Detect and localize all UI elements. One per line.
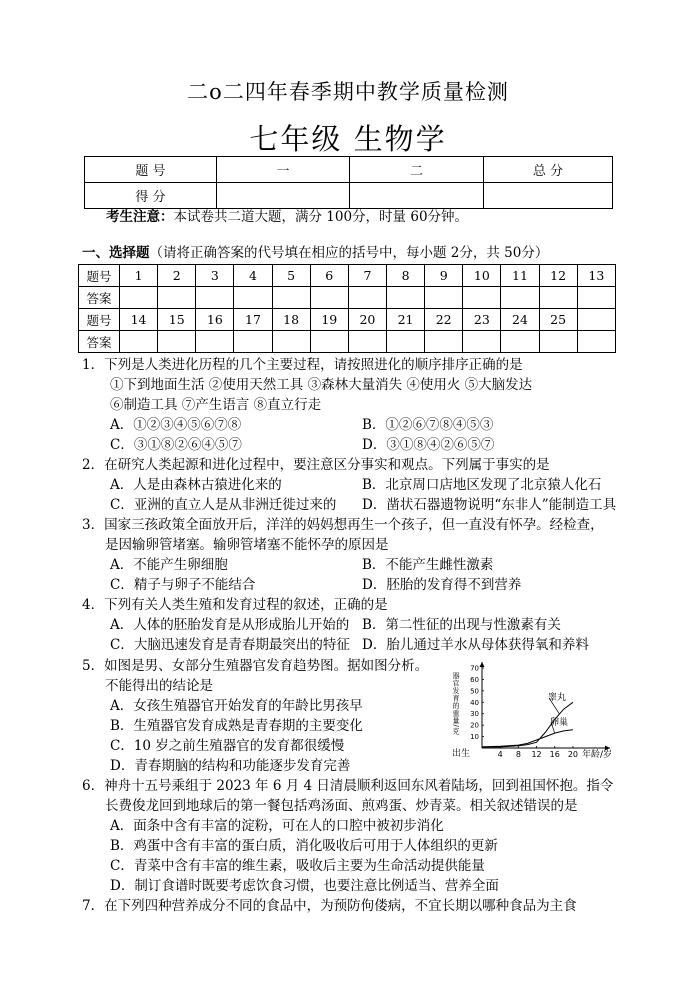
- score-row-label: 得 分: [85, 183, 217, 209]
- answer-input-cell[interactable]: [386, 331, 424, 353]
- chart-x-axis-label: 年龄/岁: [582, 750, 613, 760]
- x-tick-label: 4: [497, 750, 503, 759]
- answer-input-cell[interactable]: [348, 287, 386, 309]
- answer-input-cell[interactable]: [120, 331, 158, 353]
- x-tick-label: 12: [531, 750, 542, 759]
- answer-input-cell[interactable]: [158, 287, 196, 309]
- x-tick-label: 16: [549, 750, 560, 759]
- answer-input-cell[interactable]: [310, 287, 348, 309]
- question-number-cell: 13: [577, 265, 615, 287]
- q1-items-1: ①下到地面生活 ②使用天然工具 ③森林大量消失 ④使用火 ⑤大脑发达: [110, 377, 533, 393]
- y-axis-arrow: [480, 662, 485, 667]
- notice-label: 考生注意：: [106, 209, 174, 225]
- q1-option-a: A．①②③④⑤⑥⑦⑧: [110, 417, 242, 433]
- answer-input-cell[interactable]: [425, 331, 463, 353]
- answer-input-cell[interactable]: [501, 331, 539, 353]
- q1-option-d: D．③①⑧④②⑥⑤⑦: [362, 437, 495, 453]
- answer-input-cell[interactable]: [348, 331, 386, 353]
- y-tick-label: 20: [470, 721, 479, 730]
- q3-option-b: B．不能产生雌性激素: [362, 557, 494, 573]
- answer-input-cell[interactable]: [386, 287, 424, 309]
- question-number-cell: 4: [234, 265, 272, 287]
- answer-input-cell[interactable]: [158, 331, 196, 353]
- answer-input-cell[interactable]: [196, 331, 234, 353]
- question-number-cell: 5: [272, 265, 310, 287]
- score-header-cell: 二: [350, 157, 484, 183]
- score-header-cell: 题 号: [85, 157, 217, 183]
- question-number-cell: 3: [196, 265, 234, 287]
- question-number-cell: 20: [348, 309, 386, 331]
- q5-option-d: D．青春期脑的结构和功能逐步发育完善: [110, 758, 351, 774]
- question-number-cell: 15: [158, 309, 196, 331]
- x-tick-label: 8: [515, 750, 521, 759]
- answer-input-cell[interactable]: [234, 287, 272, 309]
- score-table: [84, 156, 613, 209]
- q4-stem: 4．下列有关人类生殖和发育过程的叙述，正确的是: [82, 597, 388, 613]
- series-label-ovary: 卵巢: [550, 718, 569, 728]
- q3-stem-2: 是因输卵管堵塞。输卵管堵塞不能怀孕的原因是: [105, 537, 389, 553]
- q4-option-c: C．大脑迅速发育是青春期最突出的特征: [110, 637, 350, 653]
- q3-option-d: D．胚胎的发育得不到营养: [362, 577, 522, 593]
- q6-option-d: D．制订食谱时既要考虑饮食习惯，也要注意比例适当、营养全面: [110, 878, 499, 894]
- question-number-cell: 10: [463, 265, 501, 287]
- q5-option-b: B．生殖器官发育成熟是青春期的主要变化: [110, 718, 363, 734]
- question-number-cell: 1: [120, 265, 158, 287]
- score-header-cell: 一: [217, 157, 350, 183]
- answer-table: [78, 264, 616, 353]
- y-tick-label: 30: [470, 710, 479, 719]
- series-label-testis: 睾丸: [548, 693, 567, 703]
- q2-option-d: D．凿状石器遗物说明“东非人”能制造工具: [362, 497, 617, 513]
- x-tick-label: 20: [567, 750, 579, 759]
- answer-input-cell[interactable]: [272, 287, 310, 309]
- answer-input-cell[interactable]: [272, 331, 310, 353]
- answer-input-cell[interactable]: [539, 287, 577, 309]
- q6-stem-2: 长费俊龙回到地球后的第一餐包括鸡汤面、煎鸡蛋、炒青菜。相关叙述错误的是: [105, 798, 578, 814]
- chart-y-axis-label: 器官发育的重量/克: [452, 672, 460, 735]
- q1-stem: 1．下列是人类进化历程的几个主要过程，请按照进化的顺序排序正确的是: [82, 357, 523, 373]
- section-title: 一、选择题: [82, 245, 150, 261]
- q5-option-c: C．10 岁之前生殖器官的发育都很缓慢: [110, 738, 345, 754]
- score-header-cell: 总 分: [484, 157, 613, 183]
- question-number-cell: 12: [539, 265, 577, 287]
- y-tick-label: 10: [470, 733, 479, 742]
- subject-title: 七年级 生物学: [249, 122, 447, 156]
- q3-stem-1: 3．国家三孩政策全面放开后，洋洋的妈妈想再生一个孩子，但一直没有怀孕。经检查，: [82, 517, 604, 533]
- answer-row-label: 题号: [79, 265, 120, 287]
- question-number-cell: 18: [272, 309, 310, 331]
- y-tick-label: 50: [470, 687, 479, 696]
- candidate-notice: [106, 207, 468, 227]
- q1-option-c: C．③①⑧②⑥④⑤⑦: [110, 437, 242, 453]
- question-number-cell: 14: [120, 309, 158, 331]
- question-number-cell: 6: [310, 265, 348, 287]
- question-number-cell: 22: [425, 309, 463, 331]
- q6-option-b: B．鸡蛋中含有丰富的蛋白质，消化吸收后可用于人体组织的更新: [110, 838, 498, 854]
- section-instruction: （请将正确答案的代号填在相应的括号中，每小题 2分，共 50分）: [149, 245, 549, 261]
- question-number-cell: 11: [501, 265, 539, 287]
- question-number-cell: 25: [539, 309, 577, 331]
- question-number-cell: [577, 309, 615, 331]
- y-tick-label: 60: [470, 675, 479, 684]
- q2-option-a: A．人是由森林古猿进化来的: [110, 477, 282, 493]
- q4-option-a: A．人体的胚胎发育是从形成胎儿开始的: [110, 617, 350, 633]
- answer-input-cell[interactable]: [120, 287, 158, 309]
- q5-stem-2: 不能得出的结论是: [105, 678, 213, 694]
- question-number-cell: 7: [348, 265, 386, 287]
- question-number-cell: 23: [463, 309, 501, 331]
- answer-input-cell[interactable]: [577, 287, 615, 309]
- q6-option-c: C．青菜中含有丰富的维生素，吸收后主要为生命活动提供能量: [110, 858, 485, 874]
- q1-option-b: B．①②⑥⑦⑧④⑤③: [362, 417, 494, 433]
- organ-growth-chart: [450, 660, 625, 765]
- chart-x-origin-label: 出生: [452, 749, 471, 759]
- y-tick-label: 40: [470, 698, 479, 707]
- q3-option-c: C．精子与卵子不能结合: [110, 577, 256, 593]
- section-header: [82, 243, 548, 263]
- exam-title: 二o二四年春季期中教学质量检测: [187, 80, 509, 104]
- question-number-cell: 16: [196, 309, 234, 331]
- answer-input-cell[interactable]: [577, 331, 615, 353]
- answer-input-cell[interactable]: [425, 287, 463, 309]
- question-number-cell: 21: [386, 309, 424, 331]
- q7-stem: 7．在下列四种营养成分不同的食品中，为预防佝偻病，不宜长期以哪种食品为主食: [82, 898, 577, 914]
- score-input-cell[interactable]: [217, 183, 350, 209]
- q5-stem-1: 5．如图是男、女部分生殖器官发育趋势图。据如图分析。: [82, 658, 429, 674]
- score-input-cell[interactable]: [484, 183, 613, 209]
- answer-row-label: 题号: [79, 309, 120, 331]
- q5-option-a: A．女孩生殖器官开始发育的年龄比男孩早: [110, 698, 363, 714]
- notice-text: 本试卷共二道大题，满分 100分，时量 60分钟。: [173, 209, 469, 225]
- answer-input-cell[interactable]: [463, 287, 501, 309]
- q1-items-2: ⑥制造工具 ⑦产生语言 ⑧直立行走: [110, 397, 322, 413]
- question-number-cell: 17: [234, 309, 272, 331]
- q6-stem-1: 6．神舟十五号乘组于 2023 年 6 月 4 日清晨顺利返回东风着陆场，回到祖国怀抱。指令: [82, 778, 614, 794]
- answer-input-cell[interactable]: [310, 331, 348, 353]
- y-tick-label: 70: [470, 664, 479, 673]
- q2-stem: 2．在研究人类起源和进化过程中，要注意区分事实和观点。下列属于事实的是: [82, 457, 550, 473]
- answer-row-label: 答案: [79, 287, 120, 309]
- question-number-cell: 9: [425, 265, 463, 287]
- question-number-cell: 2: [158, 265, 196, 287]
- answer-input-cell[interactable]: [463, 331, 501, 353]
- score-input-cell[interactable]: [350, 183, 484, 209]
- q3-option-a: A．不能产生卵细胞: [110, 557, 228, 573]
- q6-option-a: A．面条中含有丰富的淀粉，可在人的口腔中被初步消化: [110, 818, 444, 834]
- q2-option-b: B．北京周口店地区发现了北京猿人化石: [362, 477, 602, 493]
- q2-option-c: C．亚洲的直立人是从非洲迁徙过来的: [110, 497, 337, 513]
- q4-option-d: D．胎儿通过羊水从母体获得氧和养料: [362, 637, 589, 653]
- answer-row-label: 答案: [79, 331, 120, 353]
- answer-input-cell[interactable]: [234, 331, 272, 353]
- question-number-cell: 24: [501, 309, 539, 331]
- answer-input-cell[interactable]: [539, 331, 577, 353]
- q4-option-b: B．第二性征的出现与性激素有关: [362, 617, 561, 633]
- answer-input-cell[interactable]: [196, 287, 234, 309]
- question-number-cell: 8: [386, 265, 424, 287]
- answer-input-cell[interactable]: [501, 287, 539, 309]
- question-number-cell: 19: [310, 309, 348, 331]
